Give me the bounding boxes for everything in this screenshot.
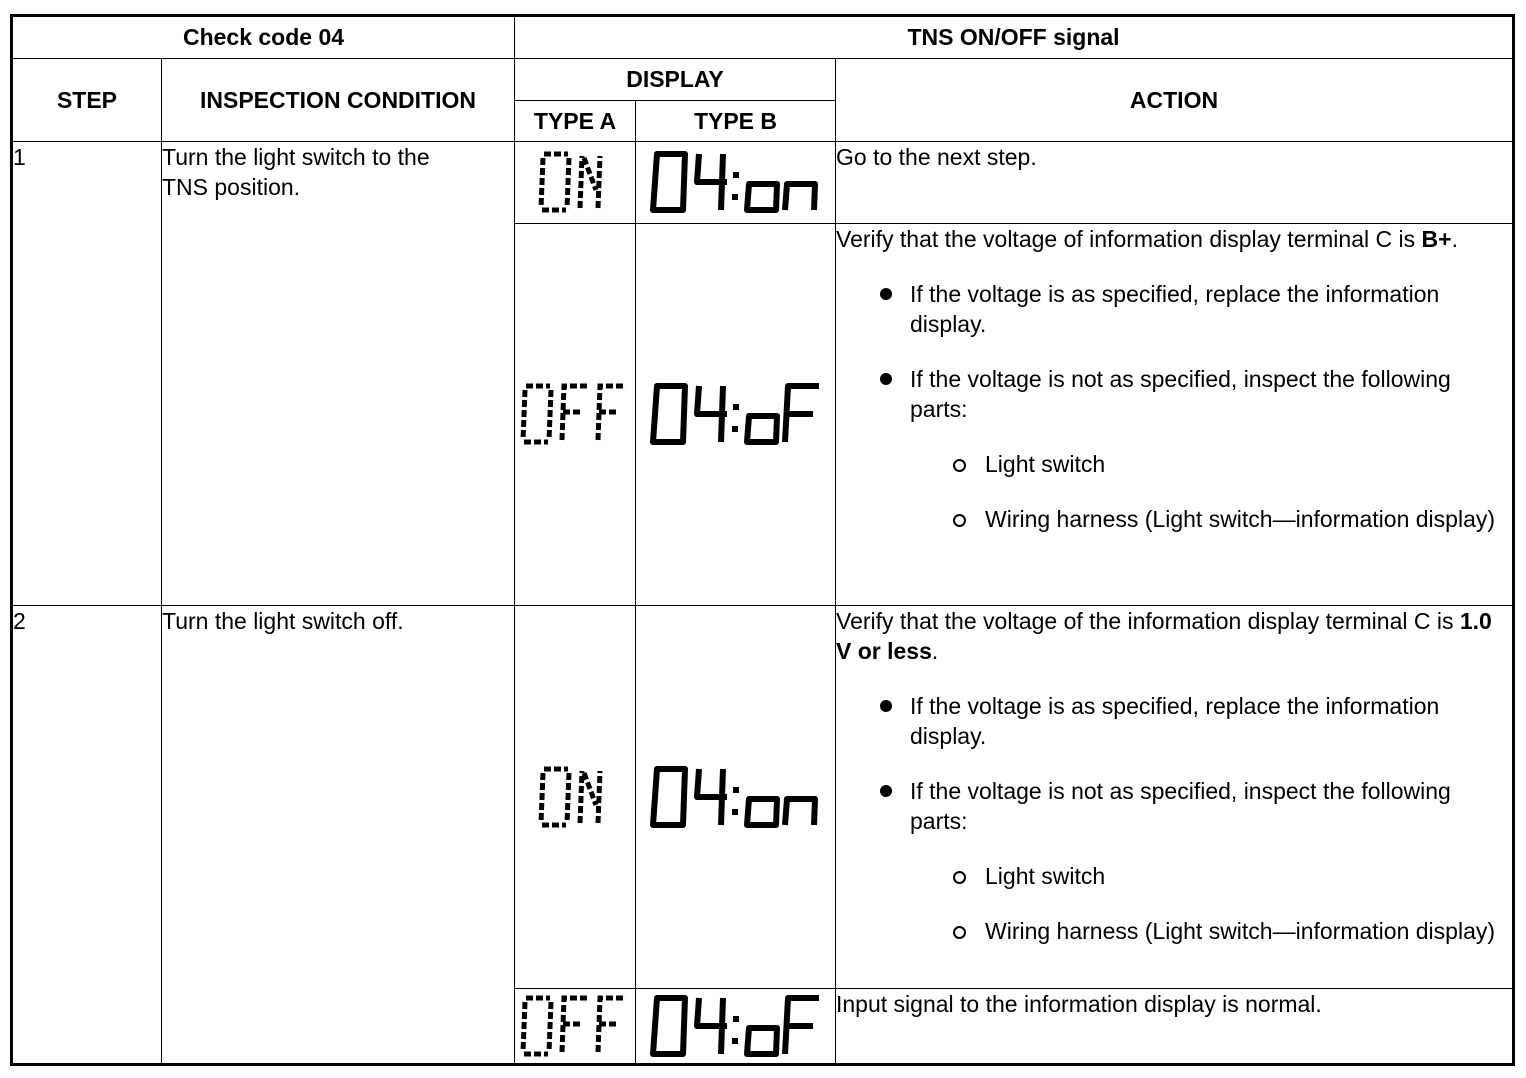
- bullet-item: [836, 776, 1512, 946]
- parts-sub-list: [910, 449, 1512, 534]
- step-2-condition: Turn the light switch off.: [162, 605, 515, 1064]
- step-2-number: 2: [12, 605, 162, 1064]
- sub-bullet-text: Wiring harness (Light switch—information display): [985, 505, 1496, 532]
- step-2-off-type-a-display: [515, 988, 636, 1064]
- instruction-text: Verify that the voltage of the information display terminal C is: [836, 607, 1460, 634]
- spec-value: 1.0 V or less: [836, 607, 1492, 664]
- step-1-off-bullet-list: [836, 279, 1512, 534]
- step-header: STEP: [12, 59, 162, 142]
- step-2-on-instruction: [836, 606, 1512, 666]
- step-2-on-type-b-display: [636, 605, 836, 988]
- lcd-on-type-b: [649, 765, 823, 829]
- lcd-on-type-a: [538, 765, 612, 829]
- sub-bullet-text: Light switch: [985, 862, 1106, 889]
- step-1-number: 1: [12, 142, 162, 605]
- instruction-end: .: [1451, 225, 1458, 252]
- instruction-end: .: [931, 637, 939, 664]
- check-code-table: [10, 14, 1515, 1066]
- lcd-on-type-b: [649, 150, 823, 214]
- parts-sub-list: [910, 861, 1512, 946]
- step-1-on-type-b-display: [636, 142, 836, 223]
- step-2-on-action: [836, 605, 1514, 988]
- sub-bullet-text: Wiring harness (Light switch—information display): [985, 917, 1496, 944]
- step-2-on-bullet-list: [836, 691, 1512, 946]
- bullet-text: If the voltage is not as specified, inspect the following parts:: [910, 365, 1451, 422]
- lcd-off-type-b: [649, 382, 823, 446]
- bullet-item: [836, 279, 1512, 339]
- step-1-off-type-b-display: [636, 223, 836, 605]
- sub-bullet-item: [910, 504, 1512, 534]
- step-2-off-action: Input signal to the information display is normal.: [836, 988, 1514, 1064]
- sub-bullet-text: Light switch: [985, 450, 1106, 477]
- sub-bullet-item: [910, 861, 1512, 891]
- step-1-off-type-a-display: [515, 223, 636, 605]
- step-1-condition-text: Turn the light switch to the TNS position.: [162, 144, 430, 201]
- inspection-condition-header: INSPECTION CONDITION: [162, 59, 515, 142]
- spec-value: B+: [1421, 225, 1452, 252]
- lcd-off-type-a: [520, 994, 630, 1058]
- step-2-on-type-a-display: [515, 605, 636, 988]
- step-1-off-instruction: [836, 224, 1512, 254]
- bullet-text: If the voltage is as specified, replace the information display.: [910, 692, 1440, 749]
- bullet-item: [836, 691, 1512, 751]
- type-b-header: TYPE B: [636, 101, 836, 142]
- check-code-title: Check code 04: [12, 16, 515, 59]
- step-1-condition: [162, 142, 515, 605]
- signal-title: TNS ON/OFF signal: [515, 16, 1514, 59]
- lcd-off-type-a: [520, 382, 630, 446]
- step-1-off-action: [836, 223, 1514, 605]
- instruction-text: Verify that the voltage of information display terminal C is: [836, 225, 1422, 252]
- bullet-text: If the voltage is not as specified, inspect the following parts:: [910, 777, 1451, 834]
- lcd-off-type-b: [649, 994, 823, 1058]
- type-a-header: TYPE A: [515, 101, 636, 142]
- action-header: ACTION: [836, 59, 1514, 142]
- display-header: DISPLAY: [515, 59, 836, 101]
- bullet-item: [836, 364, 1512, 534]
- step-1-on-action: Go to the next step.: [836, 142, 1514, 223]
- step-1-on-type-a-display: [515, 142, 636, 223]
- sub-bullet-item: [910, 449, 1512, 479]
- bullet-text: If the voltage is as specified, replace the information display.: [910, 280, 1440, 337]
- sub-bullet-item: [910, 916, 1512, 946]
- step-2-off-type-b-display: [636, 988, 836, 1064]
- lcd-on-type-a: [538, 150, 612, 214]
